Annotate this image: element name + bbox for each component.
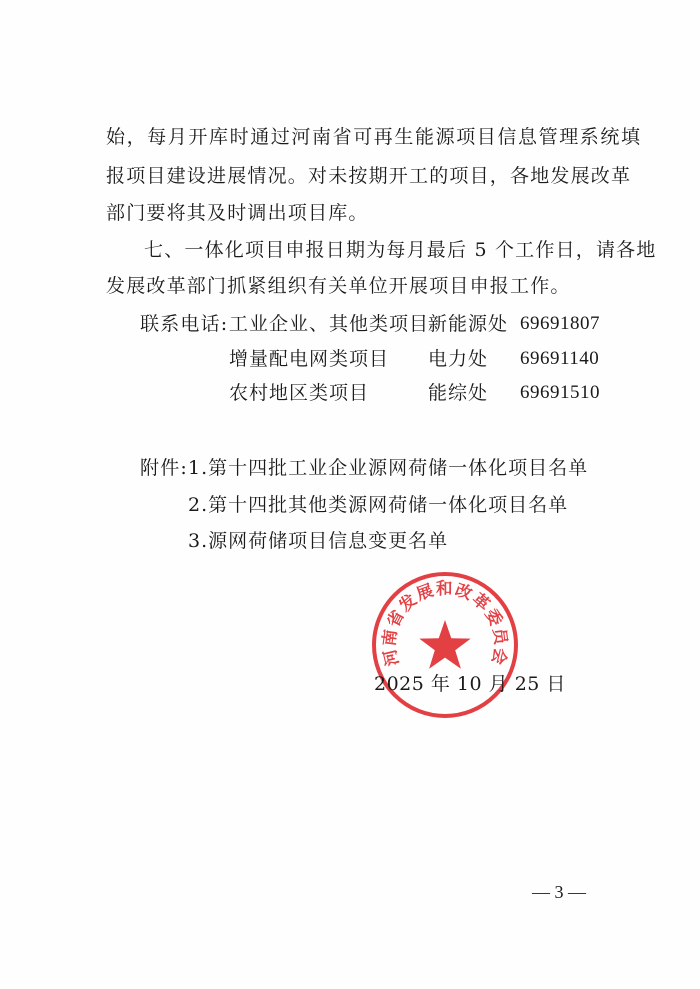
- contact-department: 新能源处: [428, 313, 509, 335]
- page-number: — 3 —: [532, 882, 586, 902]
- body-paragraph-line: 七、一体化项目申报日期为每月最后 5 个工作日，请各地: [144, 239, 657, 261]
- body-paragraph-line: 报项目建设进展情况。对未按期开工的项目，各地发展改革: [106, 165, 632, 187]
- attachment-item: 3.源网荷储项目信息变更名单: [188, 530, 449, 552]
- attachment-item: 2.第十四批其他类源网荷储一体化项目名单: [188, 494, 569, 516]
- body-paragraph-line: 始，每月开库时通过河南省可再生能源项目信息管理系统填: [106, 126, 642, 148]
- contact-phone: 69691140: [520, 348, 600, 369]
- contact-label: 联系电话:: [140, 313, 229, 335]
- contact-project: 工业企业、其他类项目: [229, 313, 430, 335]
- contact-department: 能综处: [428, 382, 489, 404]
- document-date: 2025 年 10 月 25 日: [374, 673, 566, 695]
- contact-department: 电力处: [428, 348, 489, 370]
- contact-phone: 69691510: [520, 382, 600, 403]
- attachment-label: 附件:: [140, 457, 189, 479]
- body-paragraph-line: 部门要将其及时调出项目库。: [106, 202, 369, 224]
- contact-phone: 69691807: [520, 313, 600, 334]
- body-paragraph-line: 发展改革部门抓紧组织有关单位开展项目申报工作。: [106, 275, 571, 297]
- official-seal: [370, 570, 520, 720]
- seal-text: 河南省发展和改革委员会: [379, 579, 511, 668]
- attachment-item: 1.第十四批工业企业源网荷储一体化项目名单: [188, 457, 589, 479]
- star-icon: [419, 620, 470, 669]
- contact-project: 农村地区类项目: [229, 382, 370, 404]
- contact-project: 增量配电网类项目: [229, 348, 390, 370]
